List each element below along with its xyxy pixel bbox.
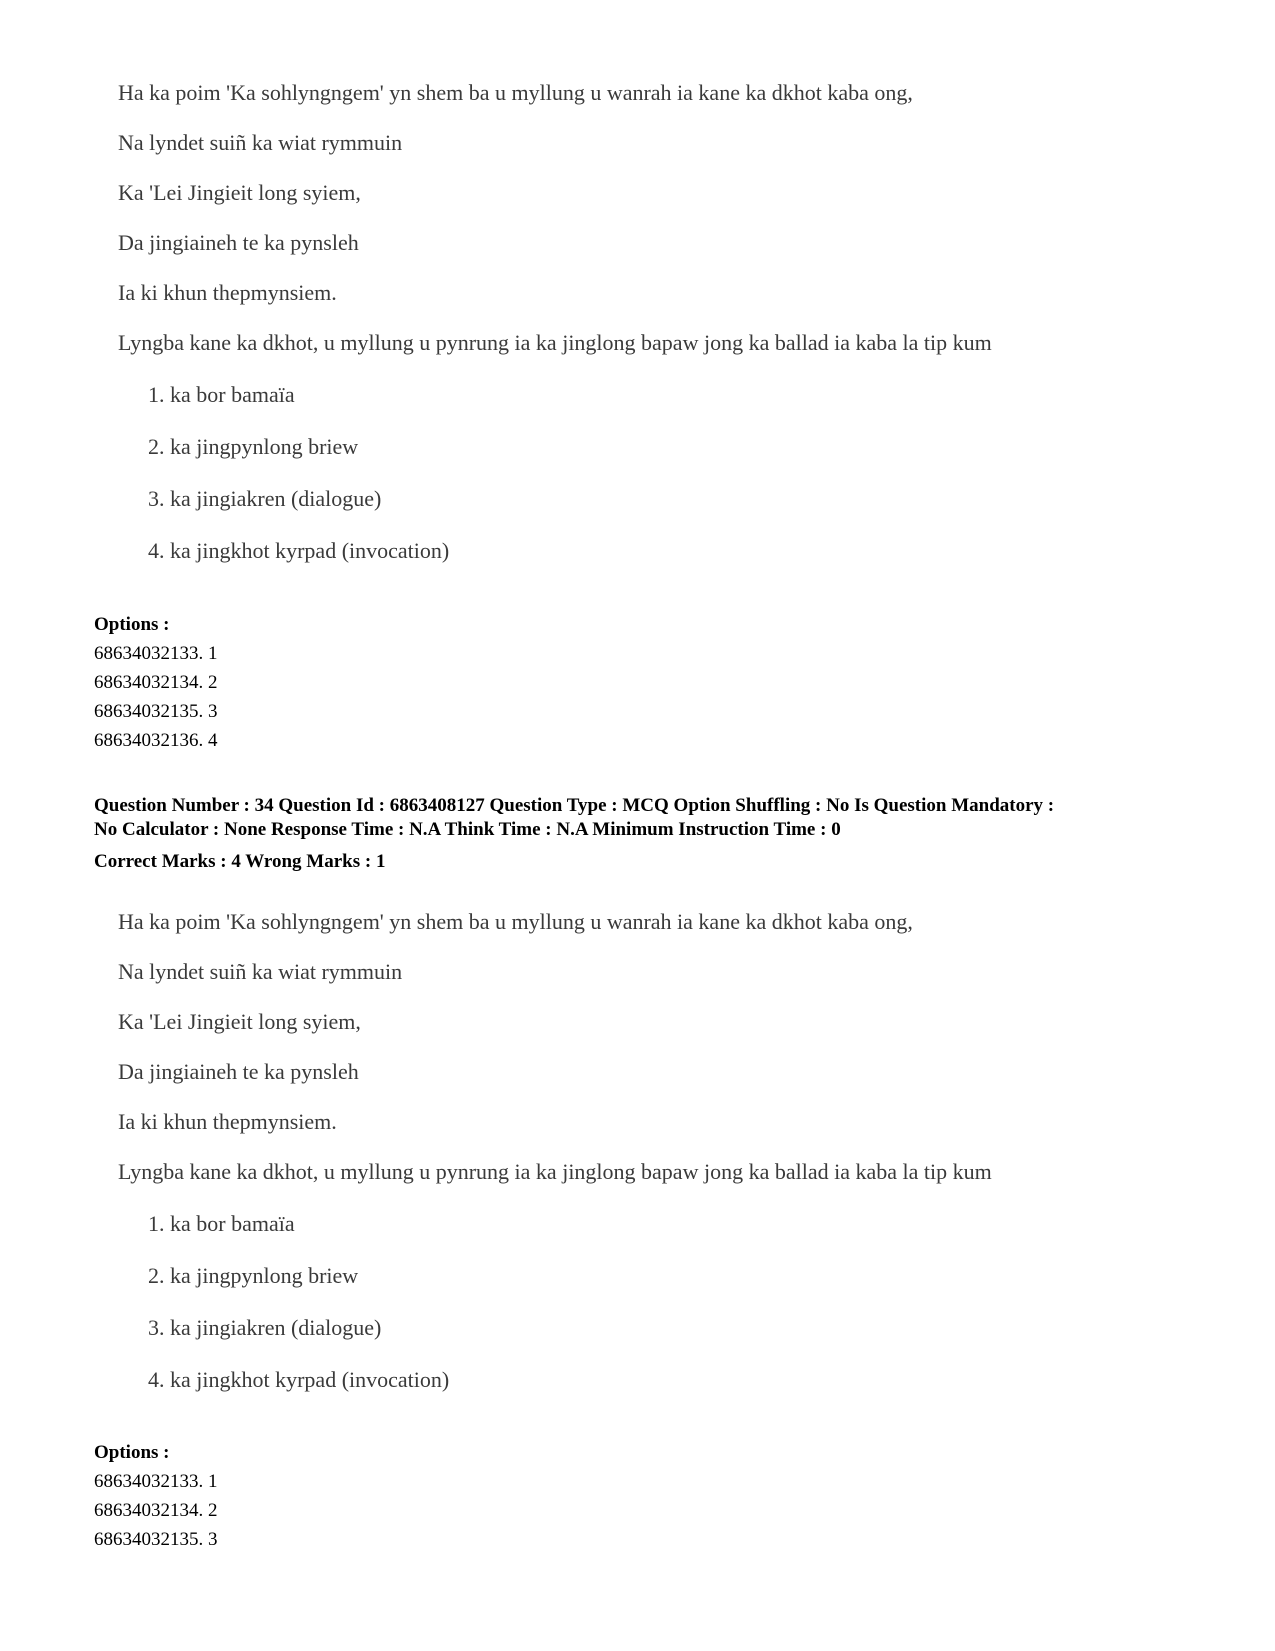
question-image-block-1: [118, 78, 1118, 598]
poem-line: Na lyndet suiñ ka wiat rymmuin: [118, 130, 403, 155]
poem-line: Da jingiaineh te ka pynsleh: [118, 1059, 359, 1084]
question-marks: Correct Marks : 4 Wrong Marks : 1: [94, 851, 386, 872]
option-item: 68634032134. 2: [94, 1500, 218, 1521]
poem-line: Ia ki khun thepmynsiem.: [118, 280, 337, 305]
answer-item: 3. ka jingiakren (dialogue): [148, 1315, 382, 1340]
answer-item: 2. ka jingpynlong briew: [148, 1263, 359, 1288]
answer-item: 3. ka jingiakren (dialogue): [148, 486, 382, 511]
option-item: 68634032135. 3: [94, 701, 218, 722]
question-stem-line: Lyngba kane ka dkhot, u myllung u pynrung ia ka jinglong bapaw jong ka ballad ia kaba la tip kum: [118, 1159, 992, 1184]
question-text-line: Ha ka poim 'Ka sohlyngngem' yn shem ba u myllung u wanrah ia kane ka dkhot kaba ong,: [118, 909, 913, 934]
poem-line: Na lyndet suiñ ka wiat rymmuin: [118, 959, 403, 984]
question-meta-line-2: No Calculator : None Response Time : N.A Think Time : N.A Minimum Instruction Time : 0: [94, 819, 841, 840]
option-item: 68634032133. 1: [94, 643, 218, 664]
option-item: 68634032133. 1: [94, 1471, 218, 1492]
options-label: Options :: [94, 614, 170, 635]
question-image-block-2: [118, 907, 1118, 1427]
poem-line: Ka 'Lei Jingieit long syiem,: [118, 180, 361, 205]
question-text-line: Ha ka poim 'Ka sohlyngngem' yn shem ba u myllung u wanrah ia kane ka dkhot kaba ong,: [118, 80, 913, 105]
question-meta-line-1: Question Number : 34 Question Id : 6863408127 Question Type : MCQ Option Shuffling : No Is Question Mandatory :: [94, 795, 1055, 816]
poem-line: Ka 'Lei Jingieit long syiem,: [118, 1009, 361, 1034]
answer-item: 1. ka bor bamaïa: [148, 382, 295, 407]
options-label: Options :: [94, 1442, 170, 1463]
answer-item: 1. ka bor bamaïa: [148, 1211, 295, 1236]
option-item: 68634032134. 2: [94, 672, 218, 693]
poem-line: Da jingiaineh te ka pynsleh: [118, 230, 359, 255]
poem-line: Ia ki khun thepmynsiem.: [118, 1109, 337, 1134]
answer-item: 4. ka jingkhot kyrpad (invocation): [148, 538, 450, 563]
question-meta: [94, 794, 1194, 842]
answer-item: 4. ka jingkhot kyrpad (invocation): [148, 1367, 450, 1392]
option-item: 68634032136. 4: [94, 730, 218, 751]
answer-item: 2. ka jingpynlong briew: [148, 434, 359, 459]
option-item: 68634032135. 3: [94, 1529, 218, 1550]
question-stem-line: Lyngba kane ka dkhot, u myllung u pynrung ia ka jinglong bapaw jong ka ballad ia kaba la tip kum: [118, 330, 992, 355]
